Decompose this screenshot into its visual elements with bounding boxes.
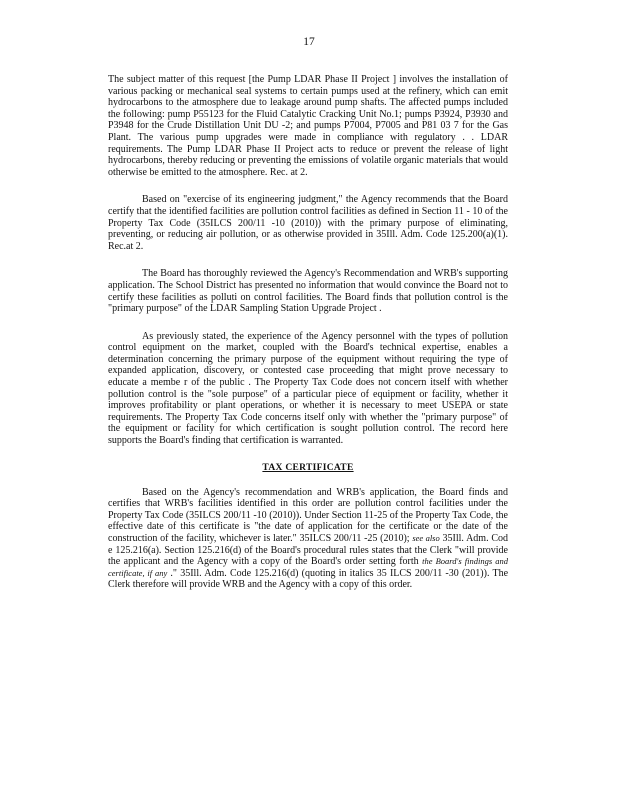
certificate-text-part-2: 35Ill. Adm. Cod e 125.216(a). Section 125.216(d) of the Board's procedural rules states that the Clerk "will provide the applicant and the Agency with a copy of the Board's order setting forth	[108, 533, 508, 568]
paragraph-primary-purpose: As previously stated, the experience of the Agency personnel with the types of pollution control equipment on the market, coupled with the Board's technical expertise, enables a determination concerning the primary purpose of the equipment without requiring the type of expanded application, discovery, or contested case proceeding that might prove necessary to educate a membe r of the public . The Property Tax Code does not concern itself with whether pollution control is the "sole purpose" of a particular piece of equipment or facility, whether it improves profitability or plant operations, or whether it is necessary to meet USEPA or state requirements. The Property Tax Code concerns itself only with whether the "primary purpose" of the equipment or facility for which certification is sought pollution control. The record here supports the Board's finding that certification is warranted.	[108, 330, 508, 447]
paragraph-agency-recommendation: Based on "exercise of its engineering judgment," the Agency recommends that the Board certify that the identified facilities are pollution control facilities as defined in Section 11 - 10 of the Property Tax Code (35ILCS 200/11 -10 (2010)) with the primary purpose of eliminating, preventing, or reducing air pollution, or as otherwise provided in 35Ill. Adm. Code 125.200(a)(1). Rec.at 2.	[108, 194, 508, 252]
paragraph-project-description: The subject matter of this request [the Pump LDAR Phase II Project ] involves the installation of various packing or mechanical seal systems to certain pumps used at the refinery, which can emit hydrocarbons to the atmosphere due to leakage around pump shafts. The affected pumps included the following: pump P55123 for the Fluid Catalytic Cracking Unit No.1; pumps P3924, P3930 and P3948 for the Crude Distillation Unit DU -2; and pumps P7004, P7005 and P81 03 7 for the Gas Plant. The various pump upgrades were made in compliance with regulatory . . LDAR requirements. The Pump LDAR Phase II Project acts to reduce or prevent the release of light hydrocarbons, thereby reducing or preventing the emissions of volatile organic materials that would otherwise be emitted to the atmosphere. Rec. at 2.	[108, 74, 508, 178]
paragraph-board-review: The Board has thoroughly reviewed the Agency's Recommendation and WRB's supporting application. The School District has presented no information that would convince the Board not to certify these facilities as polluti on control facilities. The Board finds that pollution control is the "primary purpose" of the LDAR Sampling Station Upgrade Project .	[108, 268, 508, 315]
page-number: 17	[303, 36, 315, 48]
certificate-text-part-1: Based on the Agency's recommendation and WRB's application, the Board finds and certifies that WRB's facilities identified in this order are pollution control facilities under the Property Tax Code (35ILCS 200/11 -10 (2010)). Under Section 11-25 of the Property Tax Code, the effective date of this certificate is "the date of application for the certificate or the date of the construction of the facility, whichever is later." 35ILCS 200/11 -25 (2010);	[108, 486, 508, 544]
see-also-italic: see also	[412, 533, 440, 543]
certificate-text-part-3: ." 35Ill. Adm. Code 125.216(d) (quoting in italics 35 ILCS 200/11 -30 (201)). The Clerk therefore will provide WRB and the Agency with a copy of this order.	[108, 567, 509, 591]
document-body	[108, 74, 508, 607]
section-heading-tax-certificate: TAX CERTIFICATE	[262, 462, 354, 473]
paragraph-tax-certificate	[108, 487, 508, 591]
quoted-italic-phrase: the Board's findings and certificate, if any	[108, 556, 509, 578]
